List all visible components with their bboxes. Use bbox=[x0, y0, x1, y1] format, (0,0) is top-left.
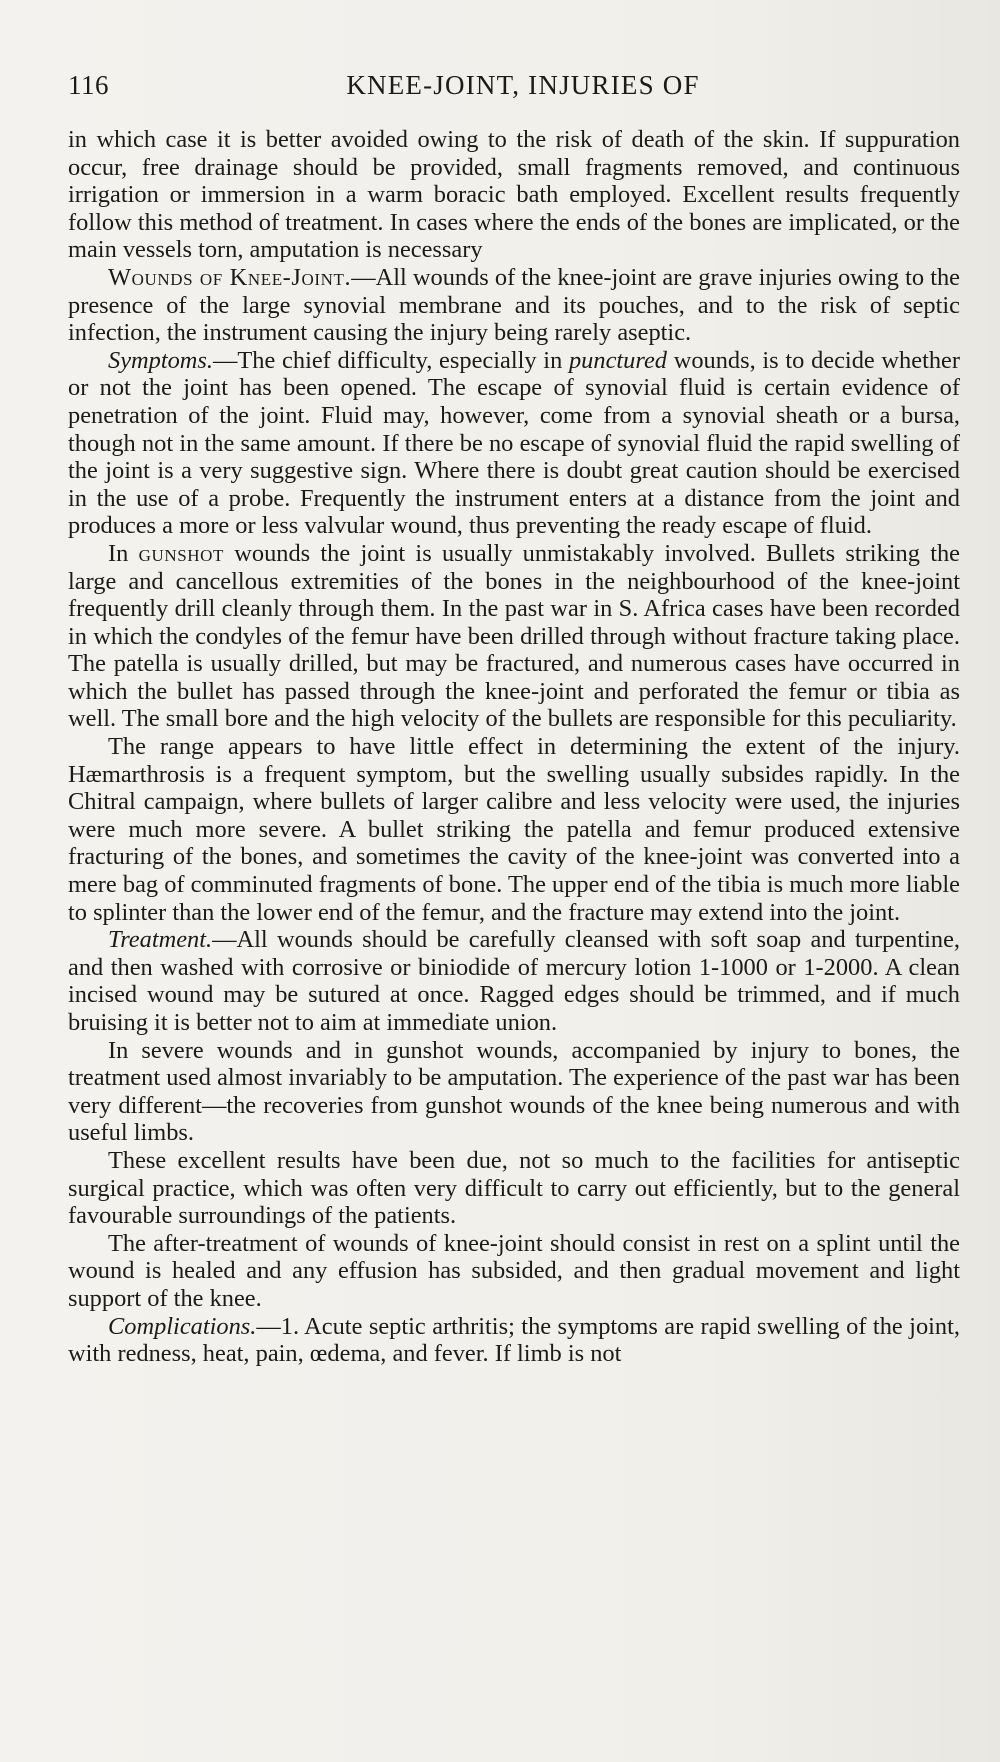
paragraph-gunshot bbox=[68, 540, 960, 733]
paragraph-text: wounds, is to decide whether or not the joint has been opened. The escape of synovial fluid is certain evidence of penetration of the joint. Fluid may, however, come from a synovial sheath or a bursa, though not in the same amount. If there be no escape of synovial fluid the rapid swelling of the joint is a very suggestive sign. Where there is doubt great caution should be exercised in the use of a probe. Frequently the instrument enters at a distance from the joint and produces a more or less valvular wound, thus preventing the ready escape of fluid. bbox=[68, 346, 960, 540]
paragraph-text: The range appears to have little effect in determining the extent of the injury. Hæmarthrosis is a frequent symptom, but the swelling usually subsides rapidly. In the Chitral campaign, where bullets of larger calibre and less velocity were used, the injuries were much more severe. A bullet striking the patella and femur produced extensive fracturing of the bones, and sometimes the cavity of the knee-joint was converted into a mere bag of comminuted fragments of bone. The upper end of the tibia is much more liable to splinter than the lower end of the femur, and the fracture may extend into the joint. bbox=[68, 733, 960, 926]
paragraph-excellent-results bbox=[68, 1147, 960, 1230]
page-number: 116 bbox=[68, 70, 109, 100]
emphasis-punctured: punctured bbox=[568, 346, 667, 374]
paragraph-wounds-of-knee-joint bbox=[68, 264, 960, 347]
paragraph-text: wounds the joint is usually unmistakably involved. Bullets striking the large and cancellous extremities of the bones in the neighbourhood of the knee-joint frequently drill cleanly through them. In the past war in S. Africa cases have been recorded in which the condyles of the femur have been drilled through without fracture taking place. The patella is usually drilled, but may be fractured, and numerous cases have occurred in which the bullet has passed through the knee-joint and perforated the femur or tibia as well. The small bore and the high velocity of the bullets are responsible for this peculiarity. bbox=[68, 539, 960, 733]
paragraph-text: —All wounds of the knee-joint are grave injuries owing to the presence of the large synovial membrane and its pouches, and to the risk of septic infection, the instrument causing the injury being rarely aseptic. bbox=[68, 263, 960, 347]
paragraph-range bbox=[68, 733, 960, 926]
section-heading-wounds: Wounds of Knee-Joint. bbox=[108, 263, 352, 291]
paragraph-severe-wounds bbox=[68, 1037, 960, 1147]
page-header bbox=[68, 68, 960, 108]
paragraph-text: In bbox=[108, 539, 139, 567]
paragraph-text: —All wounds should be carefully cleansed with soft soap and turpentine, and then washed with corrosive or biniodide of mercury lotion 1-1000 or 1-2000. A clean incised wound may be sutured at once. Ragged edges should be trimmed, and if much bruising it is better not to aim at immediate union. bbox=[68, 926, 960, 1036]
paragraph-symptoms bbox=[68, 347, 960, 540]
running-head: KNEE-JOINT, INJURIES OF bbox=[346, 70, 700, 100]
body-text bbox=[68, 126, 960, 1368]
paragraph-after-treatment bbox=[68, 1230, 960, 1313]
paragraph-text: in which case it is better avoided owing to the risk of death of the skin. If suppuration occur, free drainage should be provided, small fragments removed, and continuous irrigation or immersion in a warm boracic bath employed. Excellent results frequently follow this method of treatment. In cases where the ends of the bones are implicated, or the main vessels torn, amputation is necessary bbox=[68, 126, 960, 264]
paragraph-treatment bbox=[68, 926, 960, 1036]
subheading-symptoms: Symptoms. bbox=[108, 346, 214, 374]
paragraph-text: —1. Acute septic arthritis; the symptoms are rapid swelling of the joint, with redness, heat, pain, œdema, and fever. If limb is not bbox=[68, 1312, 960, 1368]
paragraph-continuation bbox=[68, 126, 960, 264]
subheading-complications: Complications. bbox=[108, 1312, 257, 1340]
paragraph-text: —The chief difficulty, especially in bbox=[213, 346, 569, 374]
paragraph-complications bbox=[68, 1313, 960, 1368]
paragraph-text: In severe wounds and in gunshot wounds, accompanied by injury to bones, the treatment used almost invariably to be amputation. The experience of the past war has been very different—the recoveries from gunshot wounds of the knee being numerous and with useful limbs. bbox=[68, 1036, 960, 1147]
small-caps-gunshot: gunshot bbox=[138, 539, 225, 567]
paragraph-text: These excellent results have been due, not so much to the facilities for antiseptic surgical practice, which was often very difficult to carry out efficiently, but to the general favourable surroundings of the patients. bbox=[68, 1146, 960, 1230]
paragraph-text: The after-treatment of wounds of knee-joint should consist in rest on a splint until the wound is healed and any effusion has subsided, and then gradual movement and light support of the knee. bbox=[68, 1229, 960, 1312]
subheading-treatment: Treatment. bbox=[108, 926, 213, 954]
